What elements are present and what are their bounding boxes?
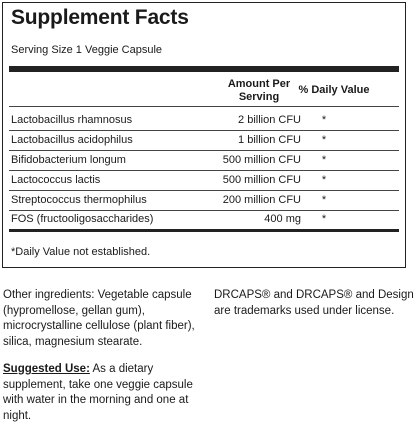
ingredient-row (9, 130, 399, 150)
ingredient-amount: 2 billion CFU (238, 114, 301, 126)
ingredient-name: Streptococcus thermophilus (11, 194, 147, 206)
ingredient-name: Lactococcus lactis (11, 174, 101, 186)
thick-divider (9, 66, 399, 72)
ingredient-row (9, 209, 399, 229)
ingredient-row (9, 170, 399, 190)
ingredient-amount: 400 mg (264, 213, 301, 225)
trademark-notice: DRCAPS® and DRCAPS® and Design are trademarks used under license. (214, 289, 414, 317)
ingredient-amount: 200 million CFU (222, 194, 301, 206)
ingredient-daily-value: * (321, 154, 327, 166)
ingredient-name: Bifidobacterium longum (11, 154, 126, 166)
suggested-use-text: As a dietary supplement, take one veggie capsule with water in the morning and one at night. (3, 363, 193, 422)
daily-value-footnote: *Daily Value not established. (11, 246, 151, 258)
serving-size: Serving Size 1 Veggie Capsule (11, 44, 163, 56)
amount-per-serving-header: Amount Per Serving (227, 78, 291, 103)
ingredient-daily-value: * (321, 134, 327, 146)
ingredient-name: Lactobacillus acidophilus (11, 134, 133, 146)
ingredient-daily-value: * (321, 194, 327, 206)
ingredient-name: Lactobacillus rhamnosus (11, 114, 133, 126)
other-ingredients: Other ingredients: Vegetable capsule (hypromellose, gellan gum), microcrystalline cellulose (plant fiber), silica, magnesium stearate. (3, 289, 195, 348)
bottom-divider (9, 229, 399, 232)
ingredient-name: FOS (fructooligosaccharides) (11, 213, 154, 225)
panel-title: Supplement Facts (11, 6, 189, 29)
suggested-use (3, 362, 203, 424)
ingredient-row (9, 150, 399, 170)
ingredient-amount: 500 million CFU (222, 174, 301, 186)
daily-value-header: % Daily Value (298, 84, 370, 96)
ingredient-amount: 1 billion CFU (238, 134, 301, 146)
ingredient-daily-value: * (321, 213, 327, 225)
ingredient-amount: 500 million CFU (222, 154, 301, 166)
ingredient-daily-value: * (321, 114, 327, 126)
ingredient-daily-value: * (321, 174, 327, 186)
supplement-facts-panel (2, 2, 406, 268)
ingredient-row (9, 190, 399, 210)
header-divider (9, 106, 399, 107)
ingredient-row (9, 110, 399, 130)
suggested-use-label: Suggested Use: (3, 363, 90, 375)
